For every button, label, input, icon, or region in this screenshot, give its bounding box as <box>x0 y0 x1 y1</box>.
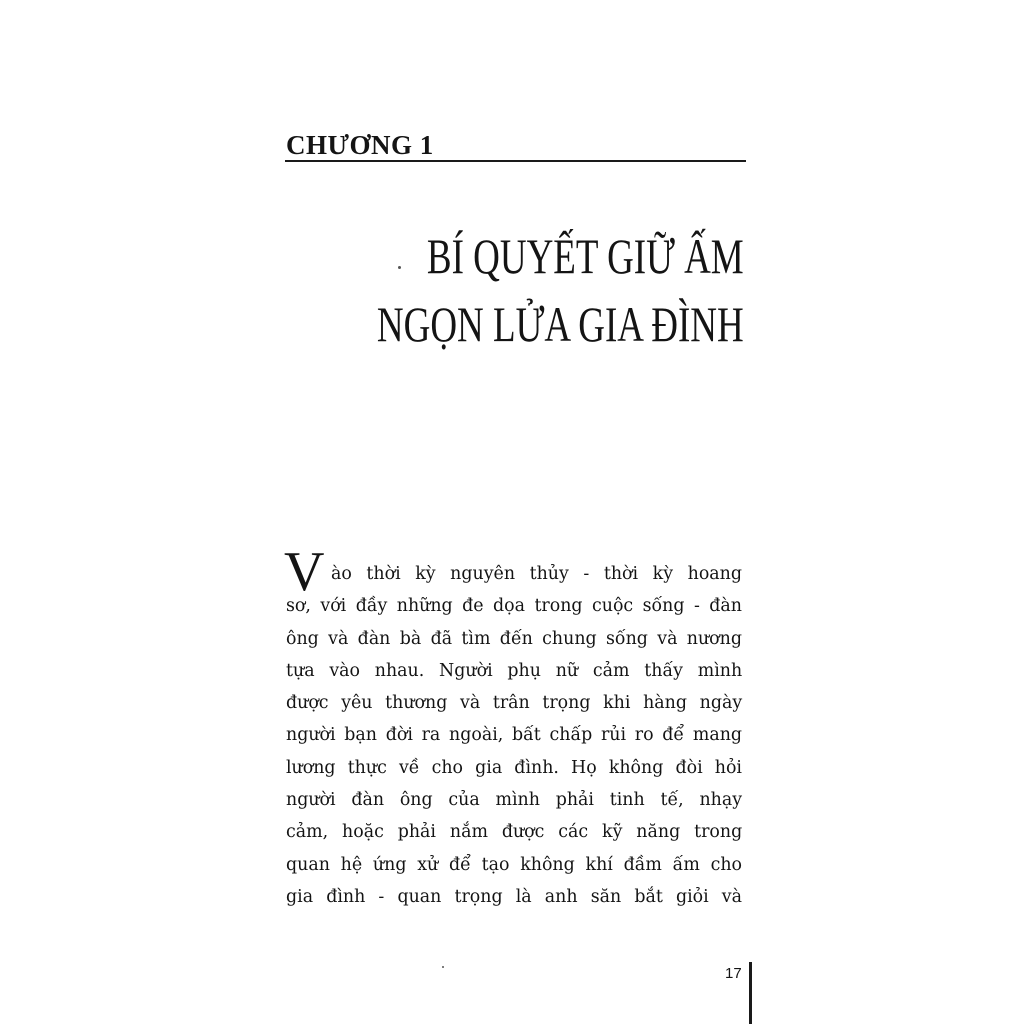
chapter-title-line: BÍ QUYẾT GIỮ ẤM <box>427 228 744 284</box>
body-line: ào thời kỳ nguyên thủy - thời kỳ hoang <box>331 564 742 584</box>
drop-cap: V <box>284 541 325 603</box>
chapter-title-line: NGỌN LỬA GIA ĐÌNH <box>377 296 744 352</box>
body-line: ông và đàn bà đã tìm đến chung sống và nương <box>286 628 742 649</box>
chapter-rule <box>285 160 746 162</box>
body-line: lương thực về cho gia đình. Họ không đòi hỏi <box>286 757 742 778</box>
body-line: được yêu thương và trân trọng khi hàng ngày <box>286 693 743 714</box>
chapter-title <box>377 222 744 358</box>
body-paragraph <box>284 541 743 913</box>
chapter-label: CHƯƠNG 1 <box>286 130 434 160</box>
body-line: cảm, hoặc phải nắm được các kỹ năng trong <box>286 822 743 843</box>
body-line: người bạn đời ra ngoài, bất chấp rủi ro để mang <box>286 725 743 746</box>
page-edge-bar <box>749 962 752 1024</box>
print-speck <box>398 266 401 269</box>
page-number: 17 <box>725 965 742 982</box>
body-line: gia đình - quan trọng là anh săn bắt giỏi và <box>286 886 742 907</box>
body-line: người đàn ông của mình phải tinh tế, nhạy <box>286 790 743 811</box>
body-line: tựa vào nhau. Người phụ nữ cảm thấy mình <box>286 660 743 681</box>
print-speck <box>442 966 444 968</box>
body-line: quan hệ ứng xử để tạo không khí đầm ấm cho <box>286 854 742 875</box>
body-line: sơ, với đầy những đe dọa trong cuộc sống - đàn <box>286 596 742 617</box>
